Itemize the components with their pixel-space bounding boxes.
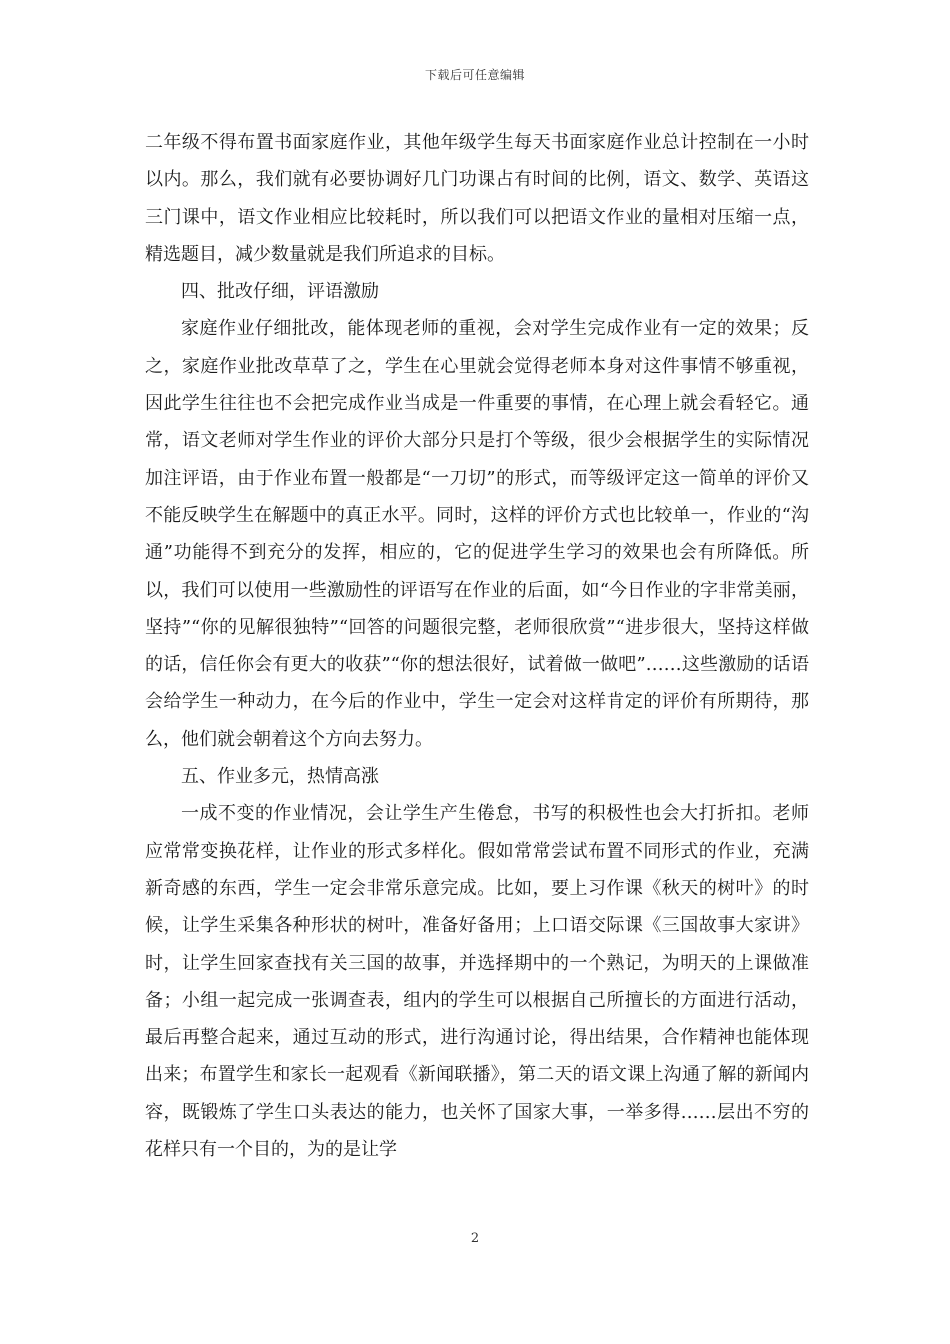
page-header: 下载后可任意编辑 (424, 68, 525, 82)
page-number: 2 (470, 1231, 480, 1246)
document-body (145, 124, 809, 1168)
paragraph-diverse-homework: 一成不变的作业情况，会让学生产生倦怠，书写的积极性也会大打折扣。老师应常常变换花样，让作业的形式多样化。假如常常尝试布置不同形式的作业，充满新奇感的东西，学生一定会非常乐意完成。比如，要上习作课《秋天的树叶》的时候，让学生采集各种形状的树叶，准备好备用；上口语交际课《三国故事大家讲》时，让学生回家查找有关三国的故事，并选择期中的一个熟记，为明天的上课做准备；小组一起完成一张调查表，组内的学生可以根据自己所擅长的方面进行活动，最后再整合起来，通过互动的形式，进行沟通讨论，得出结果，合作精神也能体现出来；布置学生和家长一起观看《新闻联播》，第二天的语文课上沟通了解的新闻内容，既锻炼了学生口头表达的能力，也关怀了国家大事，一举多得……层出不穷的花样只有一个目的，为的是让学 (145, 803, 809, 1161)
section-heading-5: 五、作业多元，热情高涨 (181, 766, 379, 788)
paragraph-grading: 家庭作业仔细批改，能体现老师的重视，会对学生完成作业有一定的效果；反之，家庭作业批改草草了之，学生在心里就会觉得老师本身对这件事情不够重视，因此学生往往也不会把完成作业当成是一件重要的事情，在心理上就会看轻它。通常，语文老师对学生作业的评价大部分只是打个等级，很少会根据学生的实际情况加注评语，由于作业布置一般都是“一刀切”的形式，而等级评定这一简单的评价又不能反映学生在解题中的真正水平。同时，这样的评价方式也比较单一，作业的“沟通”功能得不到充分的发挥，相应的，它的促进学生学习的效果也会有所降低。所以，我们可以使用一些激励性的评语写在作业的后面，如“今日作业的字非常美丽，坚持”“你的见解很独特”“回答的问题很完整，老师很欣赏”“进步很大，坚持这样做的话，信任你会有更大的收获”“你的想法很好，试着做一做吧”……这些激励的话语会给学生一种动力，在今后的作业中，学生一定会对这样肯定的评价有所期待，那么，他们就会朝着这个方向去努力。 (145, 318, 809, 750)
section-heading-4: 四、批改仔细，评语激励 (181, 281, 379, 303)
paragraph-continued: 二年级不得布置书面家庭作业，其他年级学生每天书面家庭作业总计控制在一小时以内。那么，我们就有必要协调好几门功课占有时间的比例，语文、数学、英语这三门课中，语文作业相应比较耗时，所以我们可以把语文作业的量相对压缩一点，精选题目，减少数量就是我们所追求的目标。 (145, 132, 809, 265)
